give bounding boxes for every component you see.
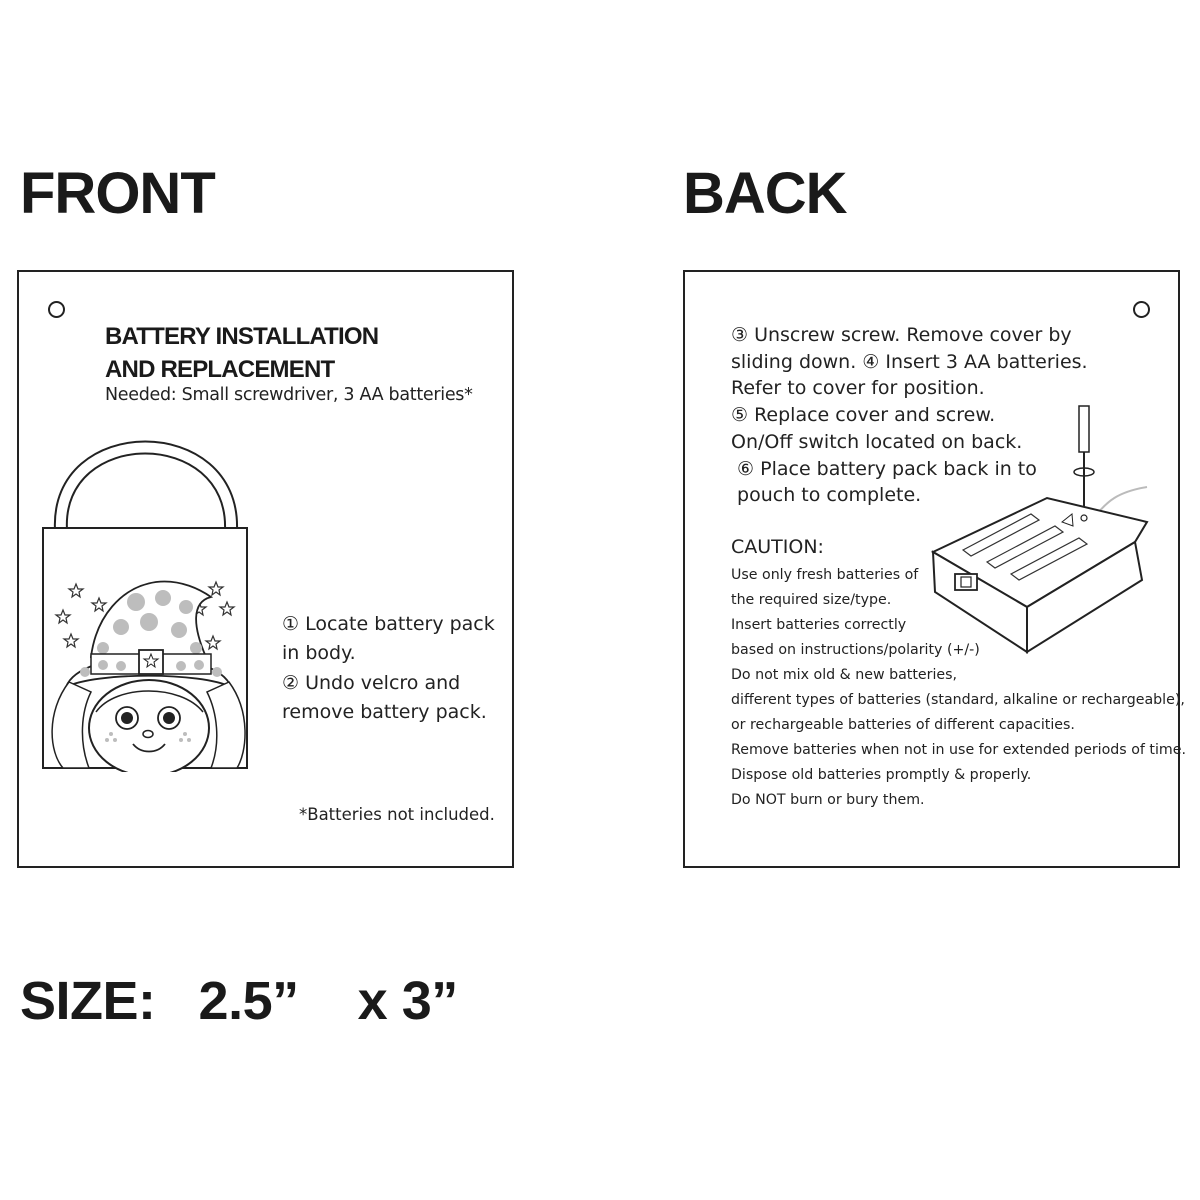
- back-step-line: Refer to cover for position.: [731, 377, 985, 400]
- needed-text: Needed: Small screwdriver, 3 AA batteries*: [105, 385, 473, 405]
- back-heading: BACK: [683, 161, 847, 226]
- witch-tote-bag-icon: [41, 422, 251, 772]
- front-step-line: in body.: [282, 642, 356, 665]
- caution-line: Dispose old batteries promptly & properly.: [731, 767, 1032, 783]
- back-step-line: ③ Unscrew screw. Remove cover by: [731, 324, 1072, 346]
- front-step-line: remove battery pack.: [282, 700, 487, 723]
- back-step-line: On/Off switch located on back.: [731, 430, 1023, 453]
- title-line-1: BATTERY INSTALLATION: [105, 323, 379, 350]
- caution-line: different types of batteries (standard, alkaline or rechargeable),: [731, 692, 1185, 708]
- size-label: [20, 970, 458, 1032]
- front-heading: FRONT: [20, 161, 215, 226]
- caution-line: Insert batteries correctly: [731, 617, 907, 633]
- caution-line: Do not mix old & new batteries,: [731, 667, 958, 683]
- size-height: x 3”: [357, 971, 458, 1031]
- back-step-line: pouch to complete.: [731, 484, 922, 507]
- battery-title: [105, 320, 485, 386]
- front-step-line: ② Undo velcro and: [282, 671, 461, 694]
- hang-hole-icon: [1133, 301, 1150, 318]
- caution-title: CAUTION:: [731, 536, 824, 558]
- size-prefix: SIZE:: [20, 971, 156, 1031]
- back-card: [683, 270, 1186, 868]
- back-step-line: sliding down. ④ Insert 3 AA batteries.: [731, 350, 1088, 373]
- caution-line: Remove batteries when not in use for extended periods of time.: [731, 742, 1186, 758]
- front-steps: [282, 610, 495, 727]
- caution-line: Do NOT burn or bury them.: [731, 792, 925, 808]
- back-step-line: ⑤ Replace cover and screw.: [731, 404, 996, 427]
- size-width: 2.5”: [198, 971, 299, 1031]
- batteries-footnote: *Batteries not included.: [299, 805, 495, 824]
- caution-line: or rechargeable batteries of different capacities.: [731, 717, 1075, 733]
- front-step-line: ① Locate battery pack: [282, 613, 495, 635]
- caution-line: based on instructions/polarity (+/-): [731, 642, 980, 658]
- title-line-2: AND REPLACEMENT: [105, 356, 335, 383]
- caution-line: the required size/type.: [731, 592, 892, 608]
- front-card: [17, 270, 514, 868]
- caution-list: [731, 563, 1186, 813]
- back-step-line: ⑥ Place battery pack back in to: [731, 457, 1037, 480]
- hang-hole-icon: [48, 301, 65, 318]
- caution-line: Use only fresh batteries of: [731, 567, 919, 583]
